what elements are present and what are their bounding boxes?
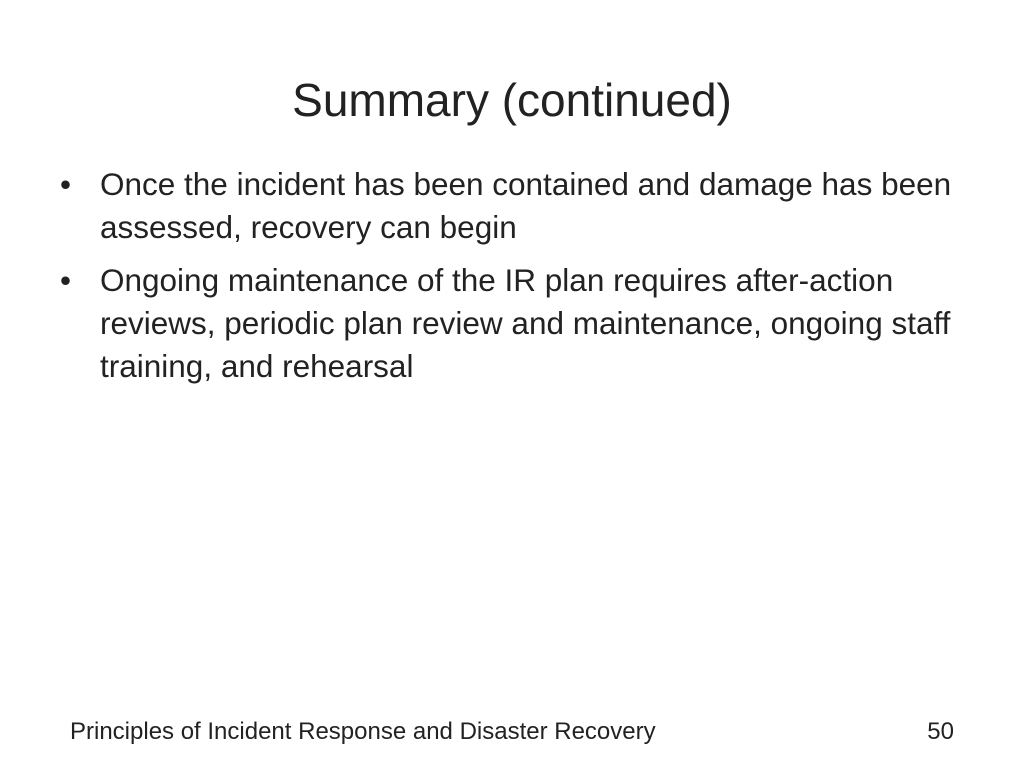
bullet-marker-icon: • — [60, 262, 72, 298]
footer-course-title: Principles of Incident Response and Disaster Recovery — [70, 718, 656, 745]
bullet-text: Once the incident has been contained and damage has been assessed, recovery can begin — [100, 166, 952, 245]
bullet-text: Ongoing maintenance of the IR plan requires after-action reviews, periodic plan review and maintenance, ongoing staff training, and rehearsal — [100, 262, 951, 384]
bullet-list — [60, 163, 960, 398]
slide-title: Summary (continued) — [292, 74, 732, 126]
bullet-item — [60, 259, 960, 388]
bullet-marker-icon: • — [60, 166, 72, 202]
footer-page-number: 50 — [927, 718, 954, 745]
bullet-item — [60, 163, 960, 249]
